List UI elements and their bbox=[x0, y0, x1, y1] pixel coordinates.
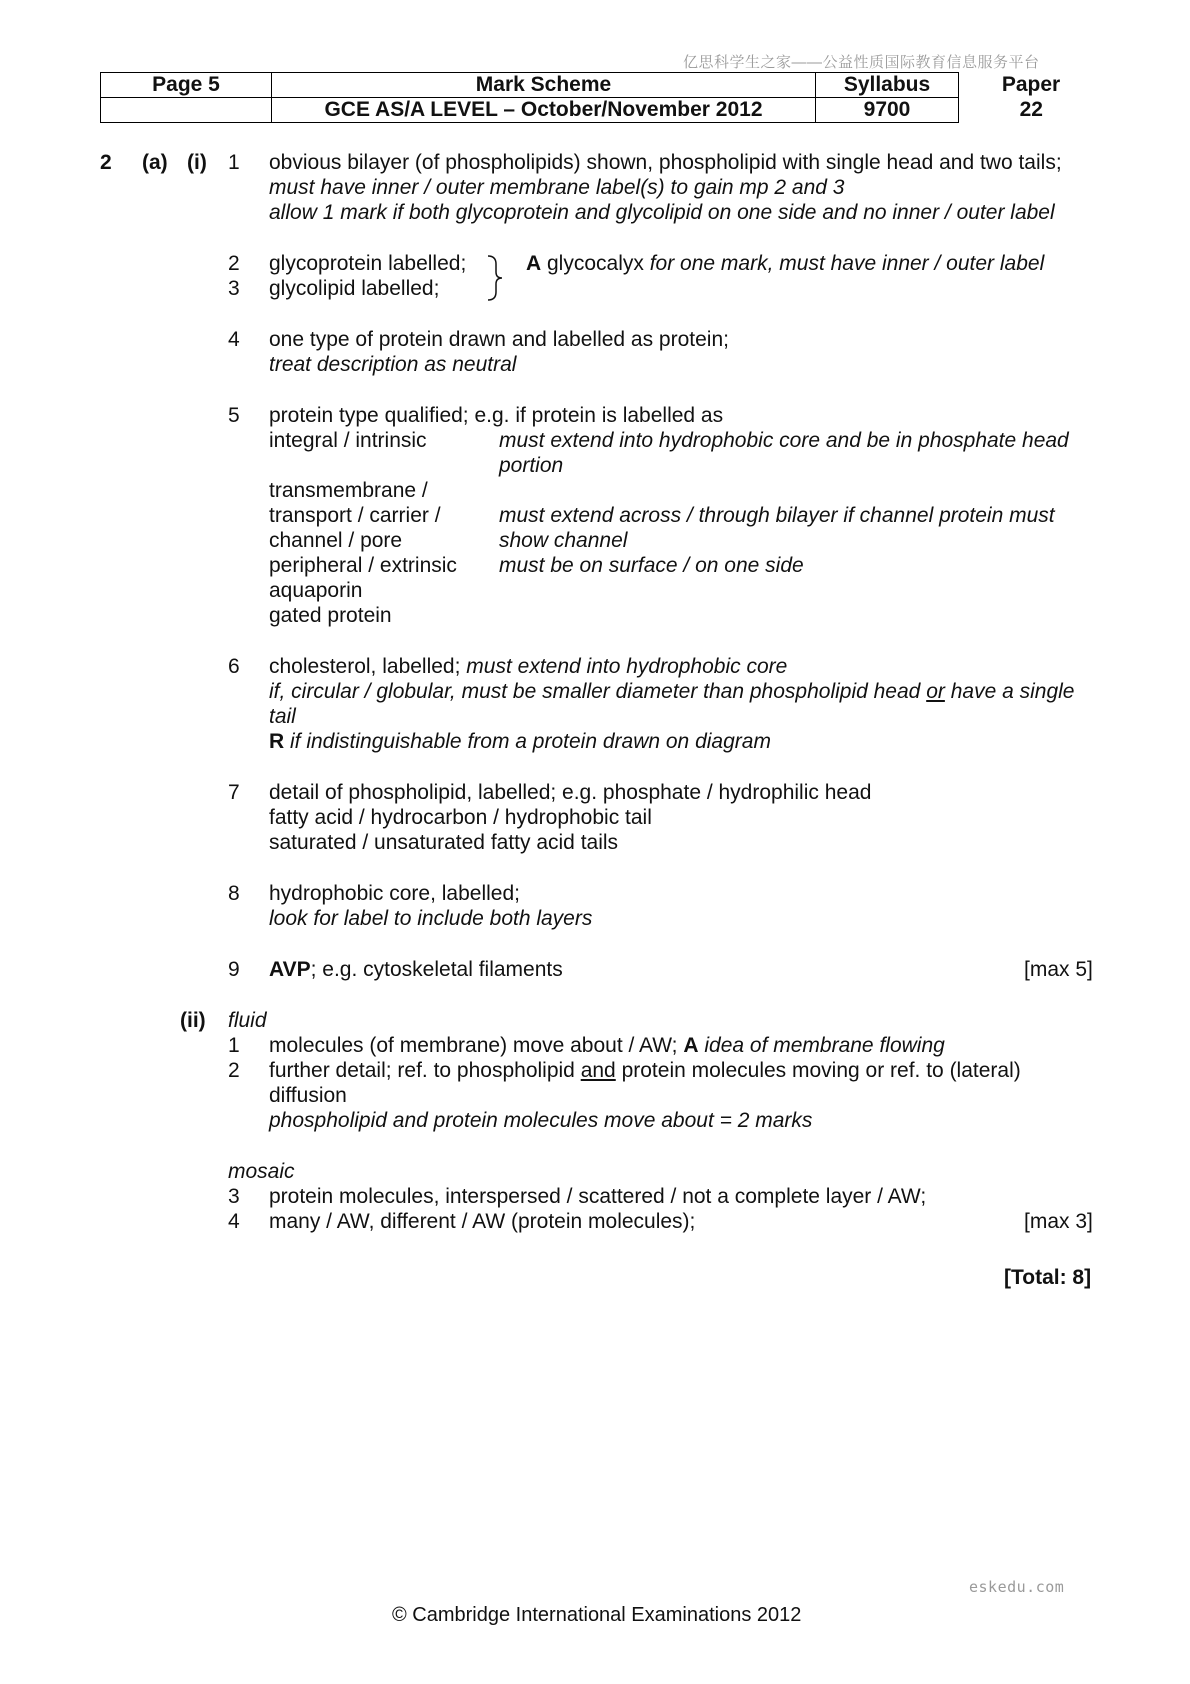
header-paper-label: Paper bbox=[1001, 73, 1061, 96]
protein-type-condition: must extend into hydrophobic core and be in phosphate head bbox=[499, 429, 1069, 452]
protein-type: integral / intrinsic bbox=[269, 429, 427, 452]
point-number: 3 bbox=[228, 277, 240, 300]
max-marks: [max 3] bbox=[1024, 1210, 1093, 1233]
subpart-ii-label: (ii) bbox=[180, 1009, 206, 1032]
alternative-answer: A glycocalyx for one mark, must have inner / outer label bbox=[526, 252, 1045, 275]
guidance-note: phospholipid and protein molecules move about = 2 marks bbox=[269, 1109, 813, 1132]
guidance-note: must have inner / outer membrane label(s) to gain mp 2 and 3 bbox=[269, 176, 845, 199]
point-text: protein molecules, interspersed / scattered / not a complete layer / AW; bbox=[269, 1185, 927, 1208]
point-text: saturated / unsaturated fatty acid tails bbox=[269, 831, 619, 854]
point-text: molecules (of membrane) move about / AW; A idea of membrane flowing bbox=[269, 1034, 945, 1057]
point-text: glycolipid labelled; bbox=[269, 277, 440, 300]
point-number: 7 bbox=[228, 781, 240, 804]
point-number: 9 bbox=[228, 958, 240, 981]
point-text: AVP; e.g. cytoskeletal filaments bbox=[269, 958, 563, 981]
protein-type-condition: show channel bbox=[499, 529, 628, 552]
header-table bbox=[100, 72, 1104, 123]
max-marks: [max 5] bbox=[1024, 958, 1093, 981]
question-part: (a) bbox=[142, 151, 168, 174]
question-number: 2 bbox=[100, 151, 112, 174]
guidance-note: treat description as neutral bbox=[269, 353, 517, 376]
point-number: 5 bbox=[228, 404, 240, 427]
protein-type-condition: portion bbox=[499, 454, 564, 477]
header-title: Mark Scheme bbox=[272, 73, 816, 98]
point-text: detail of phospholipid, labelled; e.g. phosphate / hydrophilic head bbox=[269, 781, 872, 804]
protein-type: gated protein bbox=[269, 604, 392, 627]
point-text: diffusion bbox=[269, 1084, 347, 1107]
point-number: 4 bbox=[228, 328, 240, 351]
protein-type: channel / pore bbox=[269, 529, 403, 552]
point-number: 6 bbox=[228, 655, 240, 678]
total-marks: [Total: 8] bbox=[1004, 1266, 1092, 1289]
protein-type: aquaporin bbox=[269, 579, 363, 602]
point-text: one type of protein drawn and labelled as protein; bbox=[269, 328, 729, 351]
point-text: fatty acid / hydrocarbon / hydrophobic tail bbox=[269, 806, 652, 829]
header-syllabus-value: 9700 bbox=[816, 98, 959, 123]
header-page: Page 5 bbox=[101, 73, 272, 98]
curly-brace-icon bbox=[487, 255, 503, 301]
point-number: 3 bbox=[228, 1185, 240, 1208]
subpart-i-label: (i) bbox=[187, 151, 207, 174]
point-number: 1 bbox=[228, 151, 240, 174]
point-text: many / AW, different / AW (protein molecules); bbox=[269, 1210, 696, 1233]
point-text: cholesterol, labelled; must extend into hydrophobic core bbox=[269, 655, 788, 678]
protein-type-condition: must be on surface / on one side bbox=[499, 554, 804, 577]
point-number: 4 bbox=[228, 1210, 240, 1233]
section-heading-mosaic: mosaic bbox=[228, 1160, 295, 1183]
guidance-note: tail bbox=[269, 705, 296, 728]
watermark-bottom: eskedu.com bbox=[969, 1578, 1065, 1596]
point-text: further detail; ref. to phospholipid and protein molecules moving or ref. to (lateral) bbox=[269, 1059, 1021, 1082]
point-text: obvious bilayer (of phospholipids) shown, phospholipid with single head and two tails; bbox=[269, 151, 1062, 174]
footer-copyright: © Cambridge International Examinations 2012 bbox=[392, 1604, 802, 1626]
protein-type: transmembrane / bbox=[269, 479, 428, 502]
point-number: 2 bbox=[228, 252, 240, 275]
point-number: 2 bbox=[228, 1059, 240, 1082]
protein-type: peripheral / extrinsic bbox=[269, 554, 457, 577]
header-syllabus-label: Syllabus bbox=[816, 73, 959, 98]
point-text: hydrophobic core, labelled; bbox=[269, 882, 520, 905]
header-subtitle: GCE AS/A LEVEL – October/November 2012 bbox=[272, 98, 816, 123]
point-number: 1 bbox=[228, 1034, 240, 1057]
point-text: glycoprotein labelled; bbox=[269, 252, 467, 275]
guidance-note: if, circular / globular, must be smaller diameter than phospholipid head or have a single bbox=[269, 680, 1075, 703]
guidance-note: allow 1 mark if both glycoprotein and glycolipid on one side and no inner / outer label bbox=[269, 201, 1055, 224]
header-paper-value: 22 bbox=[1019, 98, 1043, 121]
reject-note: R if indistinguishable from a protein drawn on diagram bbox=[269, 730, 771, 753]
point-text: protein type qualified; e.g. if protein is labelled as bbox=[269, 404, 724, 427]
protein-type: transport / carrier / bbox=[269, 504, 441, 527]
guidance-note: look for label to include both layers bbox=[269, 907, 593, 930]
section-heading-fluid: fluid bbox=[228, 1009, 267, 1032]
watermark-top: 亿思科学生之家——公益性质国际教育信息服务平台 bbox=[683, 54, 1040, 71]
header-empty-cell bbox=[101, 98, 272, 123]
point-number: 8 bbox=[228, 882, 240, 905]
protein-type-condition: must extend across / through bilayer if channel protein must bbox=[499, 504, 1055, 527]
